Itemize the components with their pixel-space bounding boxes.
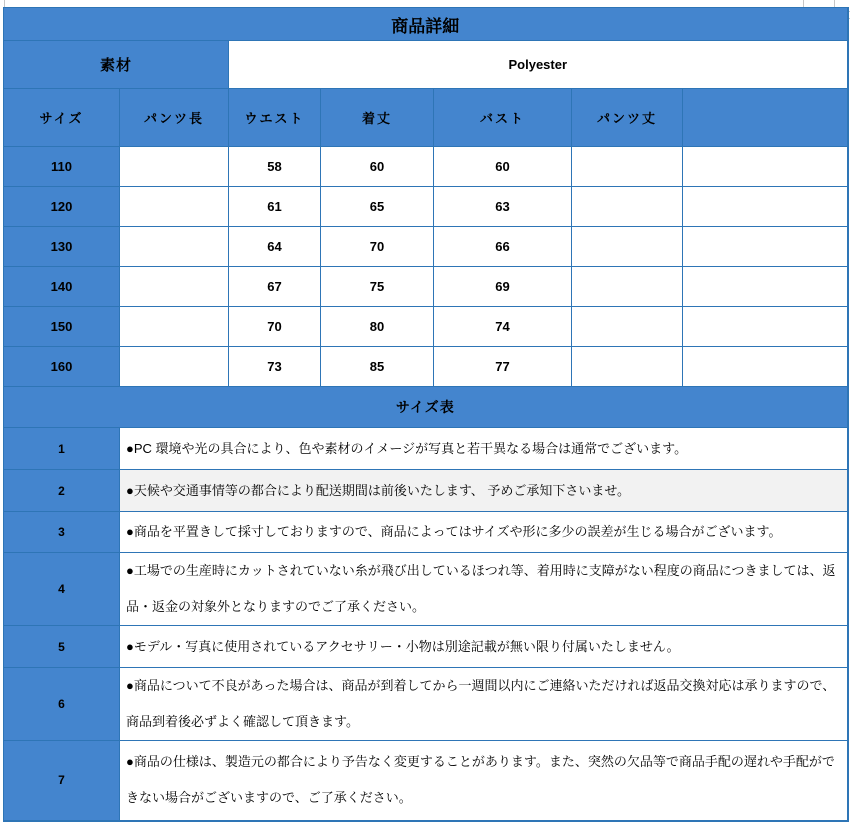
note-number: 7: [4, 741, 120, 821]
note-text: ●商品の仕様は、製造元の都合により予告なく変更することがあります。また、突然の欠品等で商品手配の遅れや手配ができない場合がございますので、ご了承ください。: [120, 741, 848, 821]
value-cell: 61: [229, 187, 321, 227]
material-value: Polyester: [229, 41, 848, 89]
value-cell: [572, 147, 683, 187]
table-row: [4, 147, 848, 187]
table-row: [4, 227, 848, 267]
value-cell: 75: [321, 267, 434, 307]
value-cell: 74: [434, 307, 572, 347]
size-chart-section-title: サイズ表: [4, 387, 848, 428]
value-cell: 70: [321, 227, 434, 267]
note-number: 3: [4, 512, 120, 553]
note-number: 4: [4, 553, 120, 626]
table-row: [4, 307, 848, 347]
value-cell: [572, 187, 683, 227]
value-cell: 66: [434, 227, 572, 267]
note-row: [4, 512, 848, 553]
value-cell: 69: [434, 267, 572, 307]
column-header-waist: ウエスト: [229, 89, 321, 147]
material-label: 素材: [4, 41, 229, 89]
note-number: 2: [4, 470, 120, 512]
value-cell: 64: [229, 227, 321, 267]
size-cell: 160: [4, 347, 120, 387]
value-cell: [572, 347, 683, 387]
size-cell: 120: [4, 187, 120, 227]
note-row: [4, 553, 848, 626]
value-cell: 65: [321, 187, 434, 227]
table-row: [4, 187, 848, 227]
note-row: [4, 470, 848, 512]
value-cell: [120, 267, 229, 307]
size-cell: 130: [4, 227, 120, 267]
page-title: 商品詳細: [4, 8, 848, 41]
value-cell: [683, 147, 848, 187]
column-header-pants-length: パンツ長: [120, 89, 229, 147]
value-cell: [120, 347, 229, 387]
column-header-body-length: 着丈: [321, 89, 434, 147]
product-detail-table: [3, 7, 849, 822]
note-text: ●天候や交通事情等の都合により配送期間は前後いたします、 予めご承知下さいませ。: [120, 470, 848, 512]
value-cell: 73: [229, 347, 321, 387]
value-cell: 80: [321, 307, 434, 347]
table-row: [4, 267, 848, 307]
value-cell: [120, 147, 229, 187]
note-row: [4, 428, 848, 470]
value-cell: 58: [229, 147, 321, 187]
value-cell: 77: [434, 347, 572, 387]
value-cell: [683, 187, 848, 227]
note-number: 6: [4, 668, 120, 741]
gridline-artifact: [4, 0, 5, 7]
note-row: [4, 626, 848, 668]
value-cell: [572, 307, 683, 347]
value-cell: 60: [321, 147, 434, 187]
note-text: ●PC 環境や光の具合により、色や素材のイメージが写真と若干異なる場合は通常でございます。: [120, 428, 848, 470]
column-header-bust: バスト: [434, 89, 572, 147]
note-row: [4, 668, 848, 741]
value-cell: 85: [321, 347, 434, 387]
size-cell: 110: [4, 147, 120, 187]
column-header-pants-inseam: パンツ丈: [572, 89, 683, 147]
note-number: 1: [4, 428, 120, 470]
size-table-header-row: [4, 89, 848, 147]
value-cell: 63: [434, 187, 572, 227]
table-row: [4, 347, 848, 387]
size-cell: 140: [4, 267, 120, 307]
value-cell: [120, 187, 229, 227]
value-cell: [120, 307, 229, 347]
column-header-size: サイズ: [4, 89, 120, 147]
value-cell: [683, 227, 848, 267]
note-row: [4, 741, 848, 821]
value-cell: 60: [434, 147, 572, 187]
size-cell: 150: [4, 307, 120, 347]
value-cell: [572, 227, 683, 267]
value-cell: [572, 267, 683, 307]
note-text: ●商品について不良があった場合は、商品が到着してから一週間以内にご連絡いただければ返品交換対応は承りますので、商品到着後必ずよく確認して頂きます。: [120, 668, 848, 741]
column-header-empty: [683, 89, 848, 147]
note-text: ●工場での生産時にカットされていない糸が飛び出しているほつれ等、着用時に支障がない程度の商品につきましては、返品・返金の対象外となりますのでご了承ください。: [120, 553, 848, 626]
value-cell: 70: [229, 307, 321, 347]
value-cell: [683, 267, 848, 307]
value-cell: 67: [229, 267, 321, 307]
value-cell: [683, 307, 848, 347]
note-number: 5: [4, 626, 120, 668]
note-text: ●商品を平置きして採寸しておりますので、商品によってはサイズや形に多少の誤差が生じる場合がございます。: [120, 512, 848, 553]
value-cell: [683, 347, 848, 387]
value-cell: [120, 227, 229, 267]
note-text: ●モデル・写真に使用されているアクセサリー・小物は別途記載が無い限り付属いたしません。: [120, 626, 848, 668]
